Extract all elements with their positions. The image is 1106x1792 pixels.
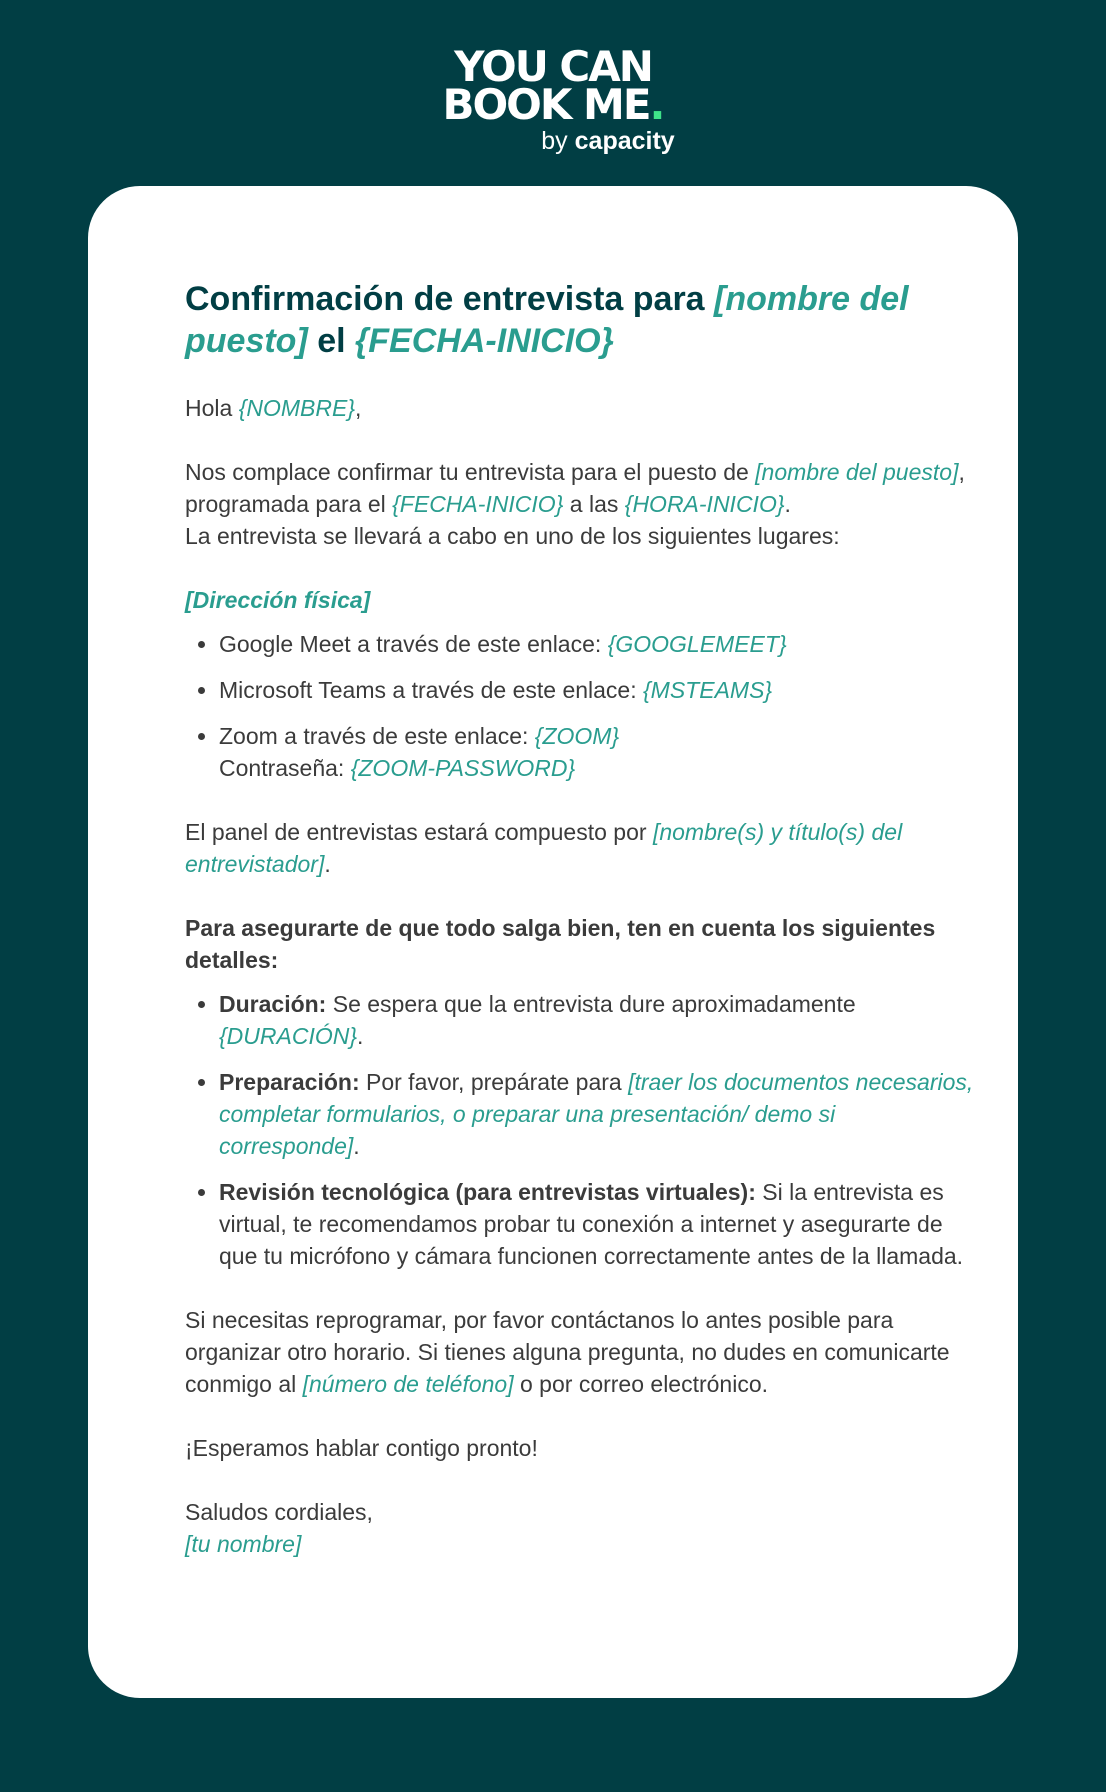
detail-label: Duración:: [219, 991, 327, 1017]
detail-label: Preparación:: [219, 1069, 360, 1095]
reschedule-text: Si necesitas reprogramar, por favor contáctanos lo antes posible para organizar otro horario. Si tienes alguna pregunta, no dudes en comunicarte conmigo al: [185, 1307, 950, 1397]
email-title: [185, 278, 975, 362]
panel-paragraph: [185, 816, 975, 880]
detail-text: Si la entrevista es virtual, te recomendamos probar tu conexión a internet y asegurarte de que tu micrófono y cámara funcionen correctamente antes de la llamada.: [219, 1179, 964, 1269]
greeting-text: Hola: [185, 395, 239, 421]
location-placeholder: {MSTEAMS}: [643, 677, 773, 703]
email-card: [88, 186, 1018, 1698]
detail-placeholder: [traer los documentos necesarios, completar formularios, o preparar una presentación/ demo si corresponde]: [219, 1069, 974, 1159]
intro-placeholder-date: {FECHA-INICIO}: [392, 491, 564, 517]
panel-tail: .: [324, 851, 331, 877]
panel-placeholder: [nombre(s) y título(s) del entrevistador]: [185, 819, 903, 877]
logo-dot: .: [649, 80, 664, 129]
intro-text-5: La entrevista se llevará a cabo en uno de los siguientes lugares:: [185, 523, 840, 549]
intro-text-3: a las: [563, 491, 625, 517]
reschedule-placeholder-phone: [número de teléfono]: [302, 1371, 514, 1397]
intro-text-4: .: [784, 491, 791, 517]
intro-placeholder-position: [nombre del puesto]: [755, 459, 959, 485]
signoff-text: Saludos cordiales,: [185, 1499, 373, 1525]
detail-label: Revisión tecnológica (para entrevistas virtuales):: [219, 1179, 756, 1205]
location-password-label: Contraseña:: [219, 755, 351, 781]
greeting-placeholder-name: {NOMBRE}: [238, 395, 356, 421]
panel-text: El panel de entrevistas estará compuesto por: [185, 819, 653, 845]
detail-text: Por favor, prepárate para: [359, 1069, 629, 1095]
location-text: Microsoft Teams a través de este enlace:: [219, 677, 643, 703]
logo: [0, 42, 1106, 156]
list-item: [219, 720, 975, 784]
title-placeholder-date: {FECHA-INICIO}: [355, 322, 614, 360]
title-text-2: el: [307, 322, 356, 360]
reschedule-tail: o por correo electrónico.: [513, 1371, 769, 1397]
location-placeholder: {GOOGLEMEET}: [607, 631, 787, 657]
signoff-placeholder-name: [tu nombre]: [185, 1531, 302, 1557]
list-item: [219, 988, 975, 1052]
detail-placeholder: {DURACIÓN}: [219, 1023, 358, 1049]
location-placeholder: {ZOOM}: [534, 723, 620, 749]
logo-brand: capacity: [574, 127, 675, 155]
list-item: [219, 628, 975, 660]
logo-line-2-text: BOOK ME: [442, 80, 650, 129]
signoff: [185, 1496, 975, 1560]
greeting: [185, 392, 975, 424]
email-content: [185, 278, 975, 1560]
intro-text-2: , programada para el: [185, 459, 965, 517]
list-item: [219, 1176, 975, 1272]
detail-tail: .: [353, 1133, 360, 1159]
detail-tail: .: [357, 1023, 364, 1049]
closing-line: ¡Esperamos hablar contigo pronto!: [185, 1435, 538, 1461]
logo-byline: [0, 126, 1106, 156]
details-heading: Para asegurarte de que todo salga bien, ten en cuenta los siguientes detalles:: [185, 915, 936, 973]
logo-line-1: YOU CAN: [454, 42, 652, 91]
reschedule-paragraph: [185, 1304, 975, 1400]
title-text-1: Confirmación de entrevista para: [185, 280, 715, 318]
address-label: [Dirección física]: [185, 587, 371, 613]
title-placeholder-position: [nombre del puesto]: [185, 280, 909, 360]
location-text: Zoom a través de este enlace:: [219, 723, 535, 749]
list-item: [219, 1066, 975, 1162]
greeting-tail: ,: [355, 395, 362, 421]
detail-text: Se espera que la entrevista dure aproximadamente: [326, 991, 856, 1017]
details-list: [185, 988, 975, 1272]
location-text: Google Meet a través de este enlace:: [219, 631, 608, 657]
intro-placeholder-time: {HORA-INICIO}: [624, 491, 785, 517]
location-password-placeholder: {ZOOM-PASSWORD}: [350, 755, 576, 781]
list-item: [219, 674, 975, 706]
logo-line-2: [0, 80, 1106, 129]
logo-by: by: [541, 127, 575, 155]
intro-text-1: Nos complace confirmar tu entrevista para el puesto de: [185, 459, 756, 485]
locations-list: [185, 628, 975, 784]
intro-paragraph: [185, 456, 975, 552]
